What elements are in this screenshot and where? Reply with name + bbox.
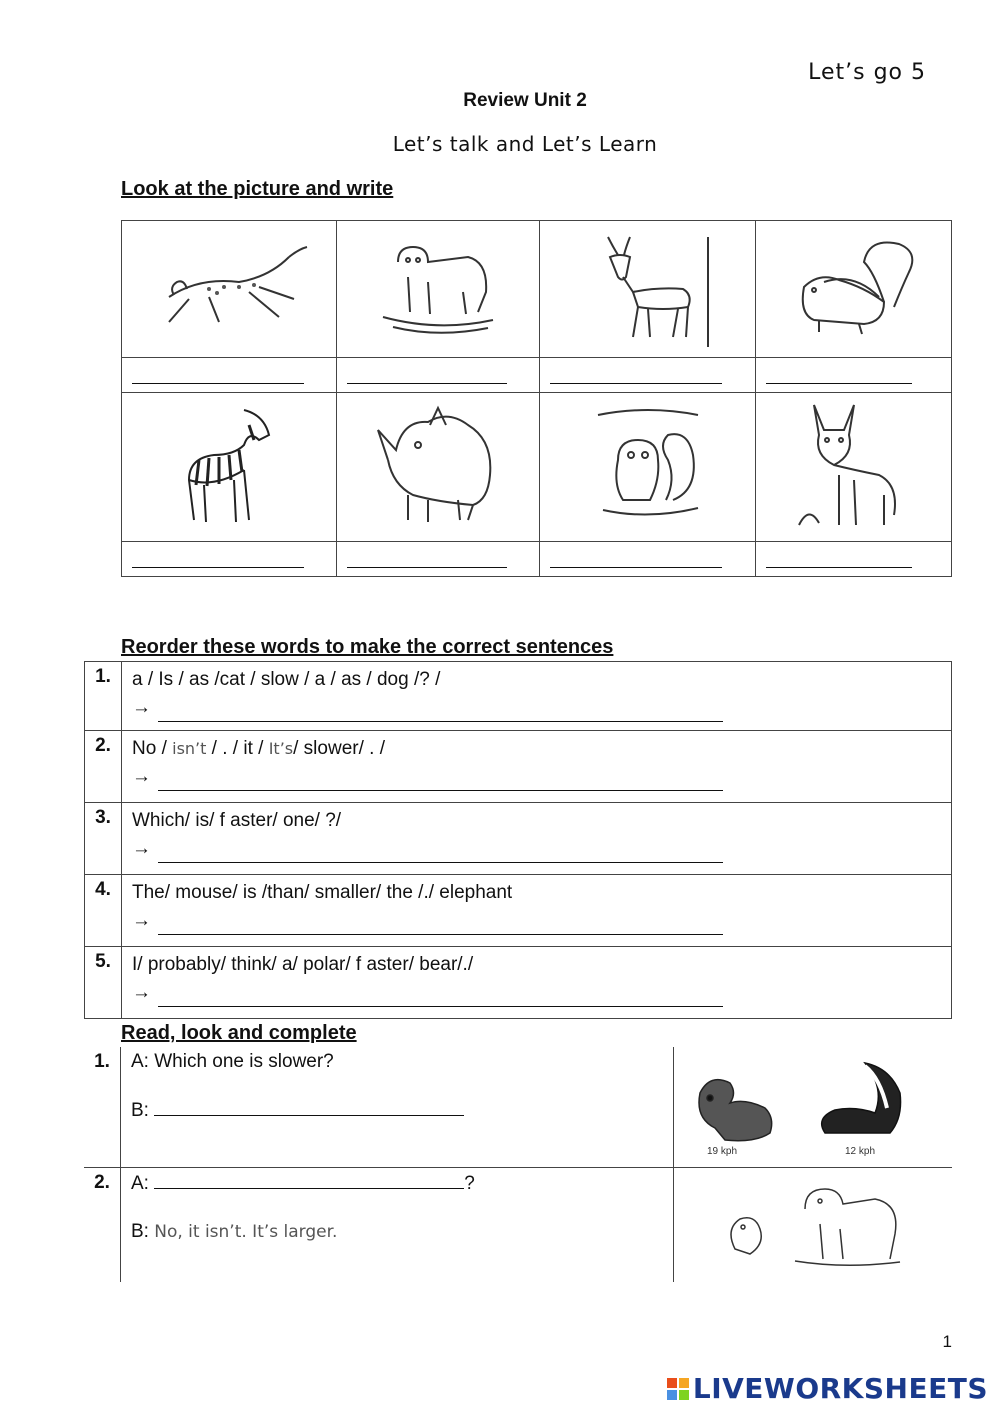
word-list: The/ mouse/ is /than/ smaller/ the /./ elephant <box>132 882 513 903</box>
arrow-icon: → <box>132 697 151 718</box>
word-list: I/ probably/ think/ a/ polar/ f aster/ bear/./ <box>132 954 474 975</box>
question-b-label: B: <box>131 1100 149 1121</box>
cheetah-picture <box>122 221 337 358</box>
read-complete-table <box>84 1047 952 1282</box>
word-list-part: / slower/ . / <box>293 738 385 759</box>
reorder-row-3 <box>85 803 952 875</box>
page-title: Review Unit 2 <box>463 90 587 111</box>
squirrel-picture <box>540 393 756 542</box>
answer-line-b1[interactable] <box>154 1097 464 1116</box>
question-a-label: A: <box>131 1173 149 1194</box>
section3-heading: Read, look and complete <box>121 1022 357 1044</box>
page-number: 1 <box>942 1332 952 1351</box>
rhino-picture <box>337 393 540 542</box>
answer-line-a2[interactable] <box>154 1170 464 1189</box>
arrow-icon: → <box>132 766 151 787</box>
item-number: 2. <box>85 731 122 803</box>
speed-label-1: 19 kph <box>707 1146 738 1157</box>
section1-heading: Look at the picture and write <box>121 178 394 200</box>
answer-cell-5[interactable] <box>122 542 337 577</box>
antelope-picture <box>540 221 756 358</box>
arrow-icon: → <box>132 838 151 859</box>
brand-icon <box>667 1378 689 1400</box>
answer-cell-6[interactable] <box>337 542 540 577</box>
word-list-handwritten: isn’t <box>172 739 207 758</box>
brand-name: LIVEWORKSHEETS <box>692 1372 988 1405</box>
arrow-icon: → <box>132 982 151 1003</box>
word-list-part: No / <box>132 738 173 759</box>
reorder-row-2 <box>85 731 952 803</box>
answer-line-1[interactable] <box>158 701 723 722</box>
answer-line-5[interactable] <box>158 986 723 1007</box>
arrow-icon: → <box>132 910 151 931</box>
word-list-handwritten: It’s <box>268 739 294 758</box>
question-a: A: Which one is slower? <box>131 1051 334 1072</box>
section2-heading: Reorder these words to make the correct sentences <box>121 636 614 658</box>
answer-cell-3[interactable] <box>540 358 756 393</box>
answer-cell-8[interactable] <box>756 542 952 577</box>
fox-picture <box>756 393 952 542</box>
answer-cell-2[interactable] <box>337 358 540 393</box>
series-label: Let’s go 5 <box>808 60 926 85</box>
answer-line-4[interactable] <box>158 914 723 935</box>
polar-bear-picture <box>337 221 540 358</box>
answer-line-3[interactable] <box>158 842 723 863</box>
question-b-text: No, it isn’t. It’s larger. <box>154 1222 338 1242</box>
skunk-picture <box>756 221 952 358</box>
mouse-bear-picture <box>674 1168 953 1283</box>
page-subtitle: Let’s talk and Let’s Learn <box>392 132 658 156</box>
item-number: 2. <box>94 1172 110 1193</box>
word-list: a / Is / as /cat / slow / a / as / dog /? / <box>132 669 441 690</box>
question-row-1 <box>84 1047 952 1168</box>
answer-line-2[interactable] <box>158 770 723 791</box>
item-number: 3. <box>85 803 122 875</box>
question-b-label: B: <box>131 1221 149 1242</box>
item-number: 5. <box>85 947 122 1019</box>
item-number: 4. <box>85 875 122 947</box>
liveworksheets-logo <box>667 1372 988 1405</box>
question-row-2 <box>84 1168 952 1283</box>
item-number: 1. <box>85 662 122 731</box>
picture-table <box>121 220 952 577</box>
reorder-row-4 <box>85 875 952 947</box>
zebra-picture <box>122 393 337 542</box>
item-number: 1. <box>84 1047 121 1168</box>
answer-cell-7[interactable] <box>540 542 756 577</box>
reorder-row-1 <box>85 662 952 731</box>
question-mark: ? <box>464 1173 475 1194</box>
speed-label-2: 12 kph <box>845 1146 876 1157</box>
word-list-part: / . / it / <box>206 738 269 759</box>
squirrel-skunk-picture <box>674 1047 953 1168</box>
reorder-table <box>84 661 952 1019</box>
answer-cell-1[interactable] <box>122 358 337 393</box>
reorder-row-5 <box>85 947 952 1019</box>
word-list: Which/ is/ f aster/ one/ ?/ <box>132 810 342 831</box>
answer-cell-4[interactable] <box>756 358 952 393</box>
